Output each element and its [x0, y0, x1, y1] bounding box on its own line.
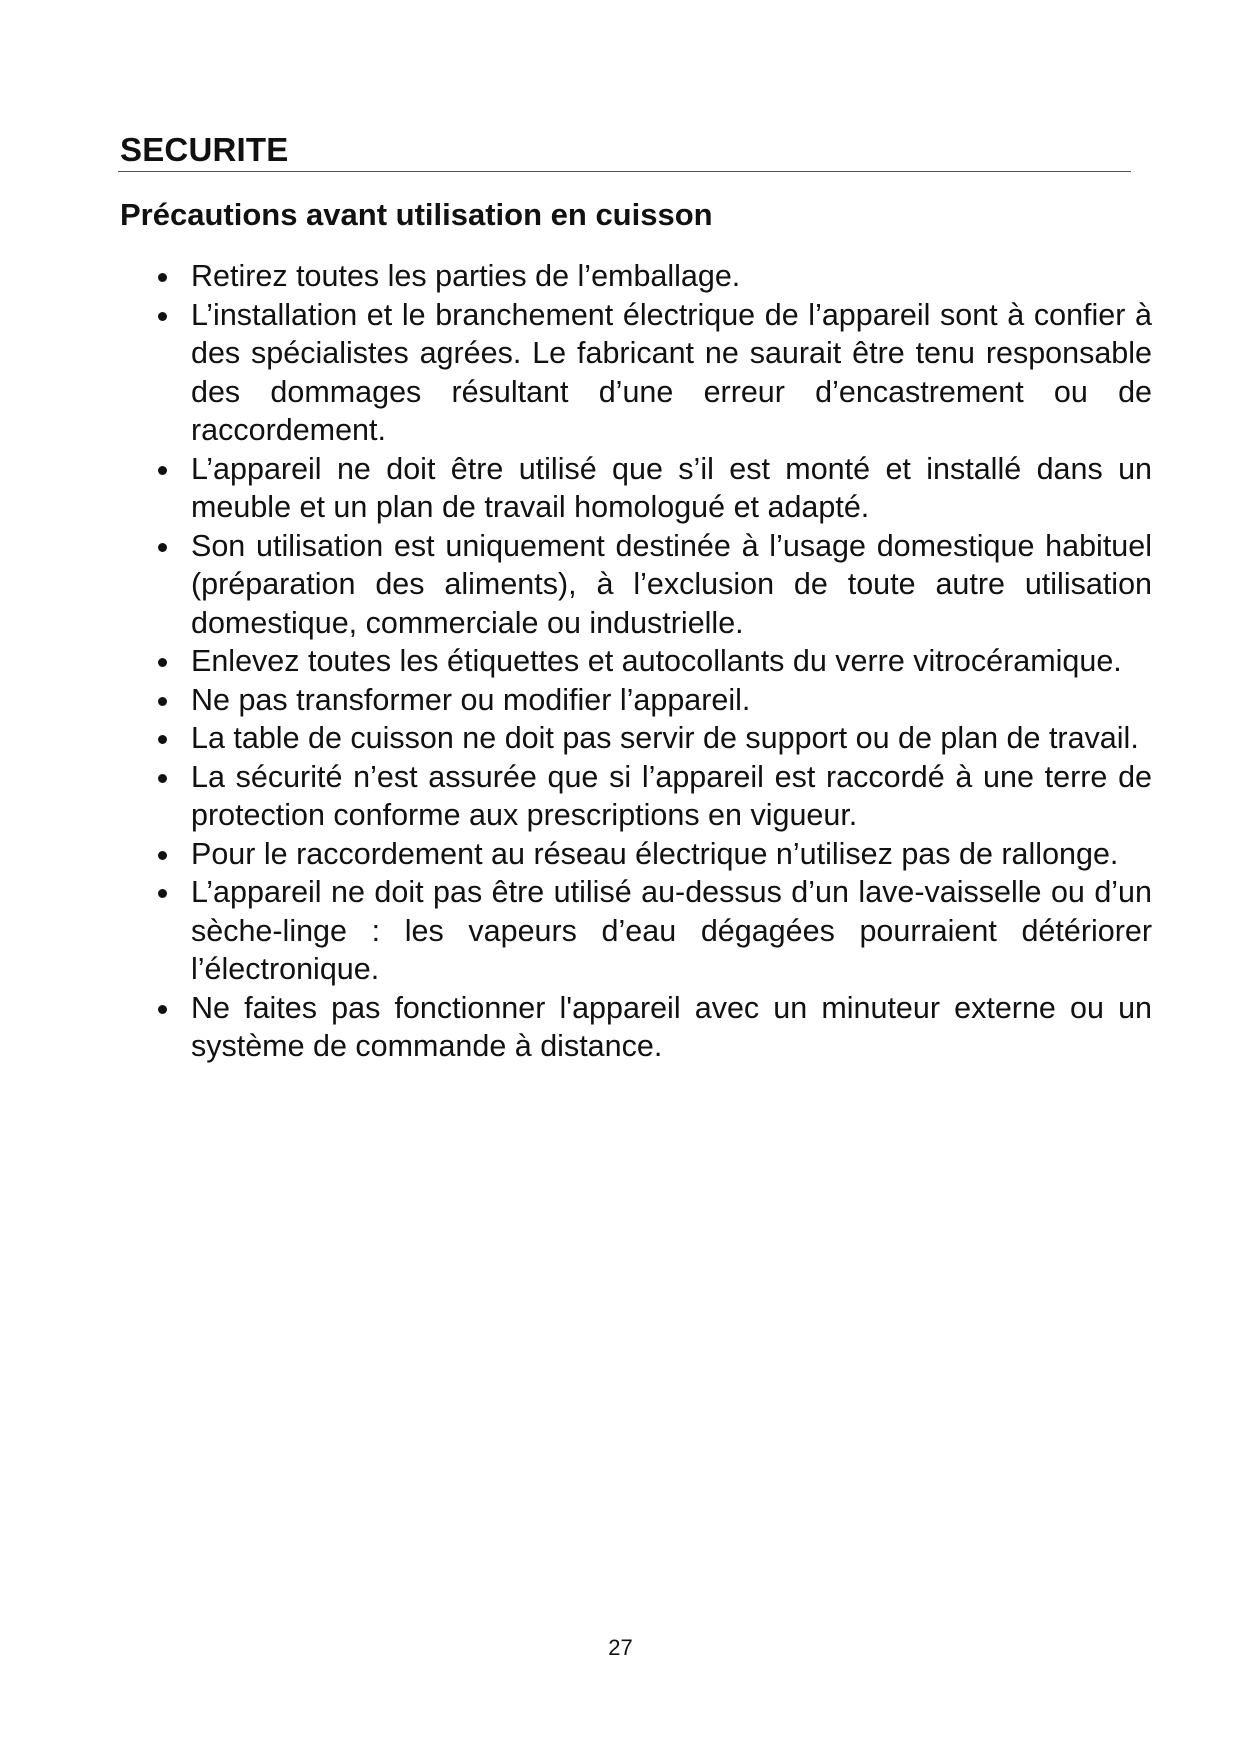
list-item: [152, 681, 1152, 720]
bullet-icon: [158, 697, 167, 706]
list-item: [152, 296, 1152, 450]
bullet-icon: [158, 658, 167, 667]
bullet-icon: [158, 466, 167, 475]
list-item: [152, 642, 1152, 681]
section-title: SECURITE: [120, 131, 289, 168]
list-item: [152, 450, 1152, 527]
list-item-text: Ne pas transformer ou modifier l’appareil.: [191, 682, 751, 717]
list-item-text: Pour le raccordement au réseau électrique n’utilisez pas de rallonge.: [191, 836, 1119, 871]
list-item-text: Enlevez toutes les étiquettes et autocollants du verre vitrocéramique.: [191, 644, 1122, 678]
list-item: [152, 873, 1152, 989]
list-item: [152, 989, 1152, 1066]
bullet-icon: [158, 851, 167, 860]
list-item-text: Retirez toutes les parties de l’emballage.: [191, 259, 741, 293]
bullet-icon: [158, 273, 167, 282]
list-item: [152, 257, 1152, 296]
bullet-icon: [158, 774, 167, 783]
title-underline-divider: [118, 171, 1131, 172]
list-item-text: La table de cuisson ne doit pas servir de support ou de plan de travail.: [191, 721, 1139, 755]
list-item-text: Ne faites pas fonctionner l'appareil avec un minuteur externe ou un système de commande à distance.: [191, 990, 1152, 1063]
list-item-text: La sécurité n’est assurée que si l’appareil est raccordé à une terre de protection conforme aux prescriptions en vigueur.: [191, 759, 1152, 832]
list-item-text: L’installation et le branchement électrique de l’appareil sont à confier à des spécialistes agrées. Le fabricant ne saurait être tenu responsable des dommages résultant d’une erreur d’encastrement ou de raccordement.: [191, 297, 1152, 447]
bullet-icon: [158, 543, 167, 552]
list-item-text: L’appareil ne doit être utilisé que s’il est monté et installé dans un meuble et un plan de travail homologué et adapté.: [191, 451, 1152, 524]
list-item: [152, 719, 1152, 758]
section-subtitle: Précautions avant utilisation en cuisson: [120, 197, 713, 232]
list-item: [152, 758, 1152, 835]
list-item-text: Son utilisation est uniquement destinée à l’usage domestique habituel (préparation des aliments), à l’exclusion de toute autre utilisation domestique, commerciale ou industrielle.: [191, 528, 1152, 640]
precautions-list: [152, 257, 1152, 1066]
list-item: [152, 527, 1152, 643]
bullet-icon: [158, 1005, 167, 1014]
list-item: [152, 835, 1152, 874]
list-item-text: L’appareil ne doit pas être utilisé au-dessus d’un lave-vaisselle ou d’un sèche-linge : les vapeurs d’eau dégagées pourraient détériorer l’électronique.: [191, 875, 1152, 986]
bullet-icon: [158, 735, 167, 744]
bullet-icon: [158, 889, 167, 898]
bullet-icon: [158, 312, 167, 321]
page-number: 27: [608, 1635, 633, 1660]
